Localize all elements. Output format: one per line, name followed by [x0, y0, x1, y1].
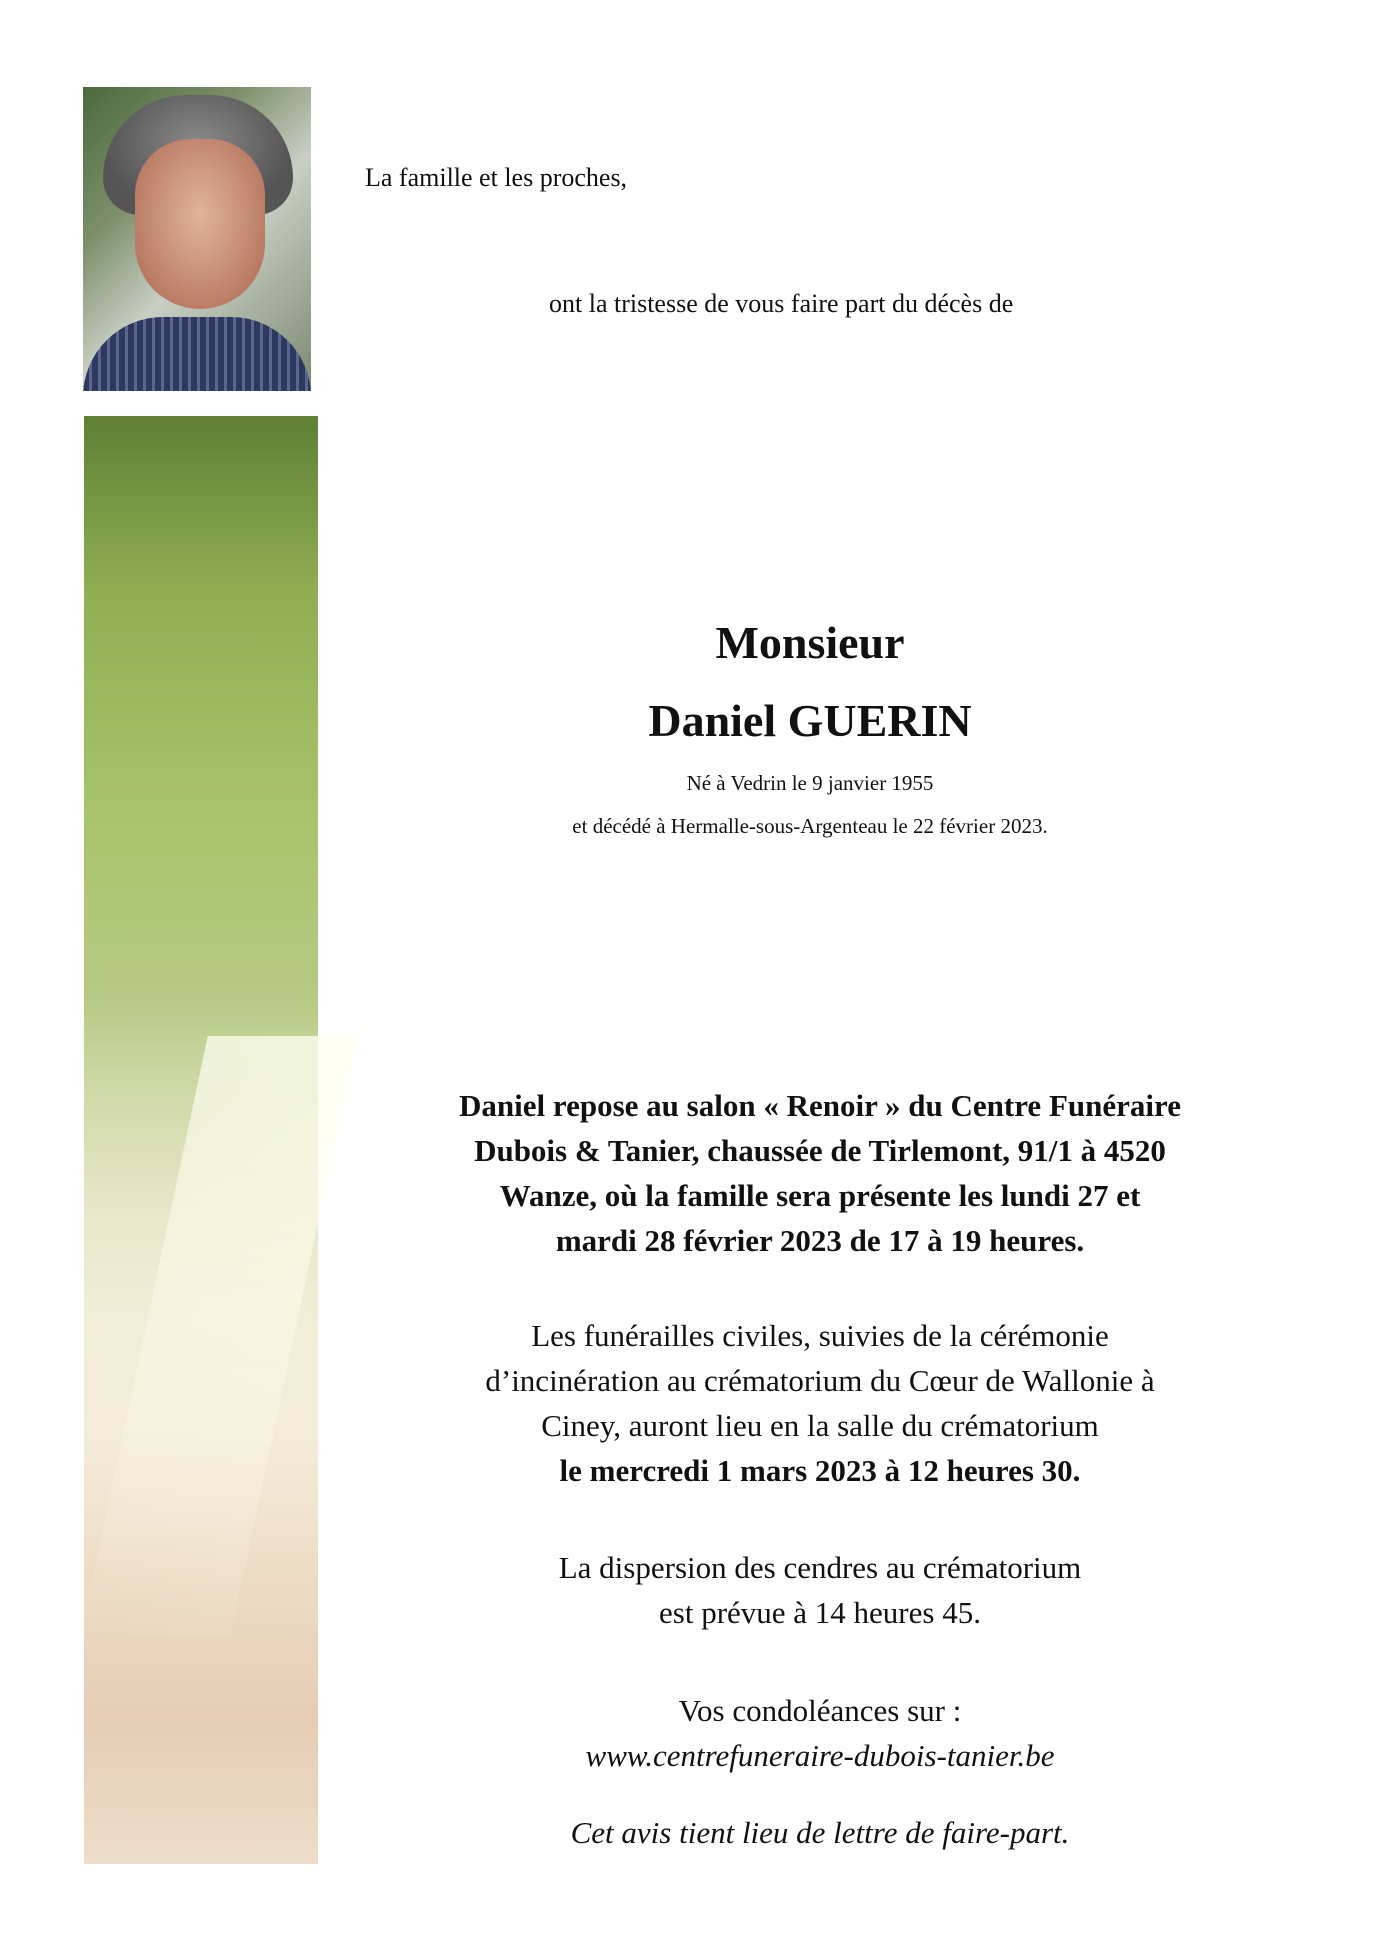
dispersion-paragraph — [360, 1545, 1280, 1635]
portrait-shirt — [83, 317, 311, 391]
intro-announcement: ont la tristesse de vous faire part du décès de — [549, 289, 1014, 318]
portrait-face — [135, 139, 265, 309]
funeral-line: Les funérailles civiles, suivies de la cérémonie — [531, 1318, 1109, 1353]
funeral-date: le mercredi 1 mars 2023 à 12 heures 30. — [559, 1453, 1081, 1488]
condolences-url[interactable]: www.centrefuneraire-dubois-tanier.be — [585, 1738, 1055, 1773]
repose-paragraph — [360, 1083, 1280, 1263]
repose-line: mardi 28 février 2023 de 17 à 19 heures. — [555, 1223, 1085, 1258]
portrait-photo — [83, 87, 311, 391]
deceased-name: Daniel GUERIN — [648, 695, 972, 746]
sunlight-rays — [80, 1036, 358, 1636]
funeral-line: Ciney, auront lieu en la salle du crématorium — [541, 1408, 1099, 1443]
condolences-paragraph — [360, 1688, 1280, 1778]
repose-line: Daniel repose au salon « Renoir » du Centre Funéraire — [459, 1088, 1181, 1123]
funeral-line: d’incinération au crématorium du Cœur de Wallonie à — [485, 1363, 1155, 1398]
dispersion-line: La dispersion des cendres au crématorium — [558, 1550, 1082, 1585]
footer-notice: Cet avis tient lieu de lettre de faire-part. — [570, 1815, 1070, 1850]
intro-family: La famille et les proches, — [365, 163, 628, 192]
deceased-title: Monsieur — [715, 617, 905, 668]
repose-line: Wanze, où la famille sera présente les lundi 27 et — [499, 1178, 1141, 1213]
death-info: et décédé à Hermalle-sous-Argenteau le 22 février 2023. — [572, 814, 1048, 838]
condolences-label: Vos condoléances sur : — [678, 1693, 962, 1728]
repose-line: Dubois & Tanier, chaussée de Tirlemont, 91/1 à 4520 — [474, 1133, 1166, 1168]
funeral-paragraph — [360, 1313, 1280, 1493]
dispersion-line: est prévue à 14 heures 45. — [659, 1595, 981, 1630]
forest-path-image-strip — [84, 416, 318, 1864]
birth-info: Né à Vedrin le 9 janvier 1955 — [686, 771, 934, 795]
